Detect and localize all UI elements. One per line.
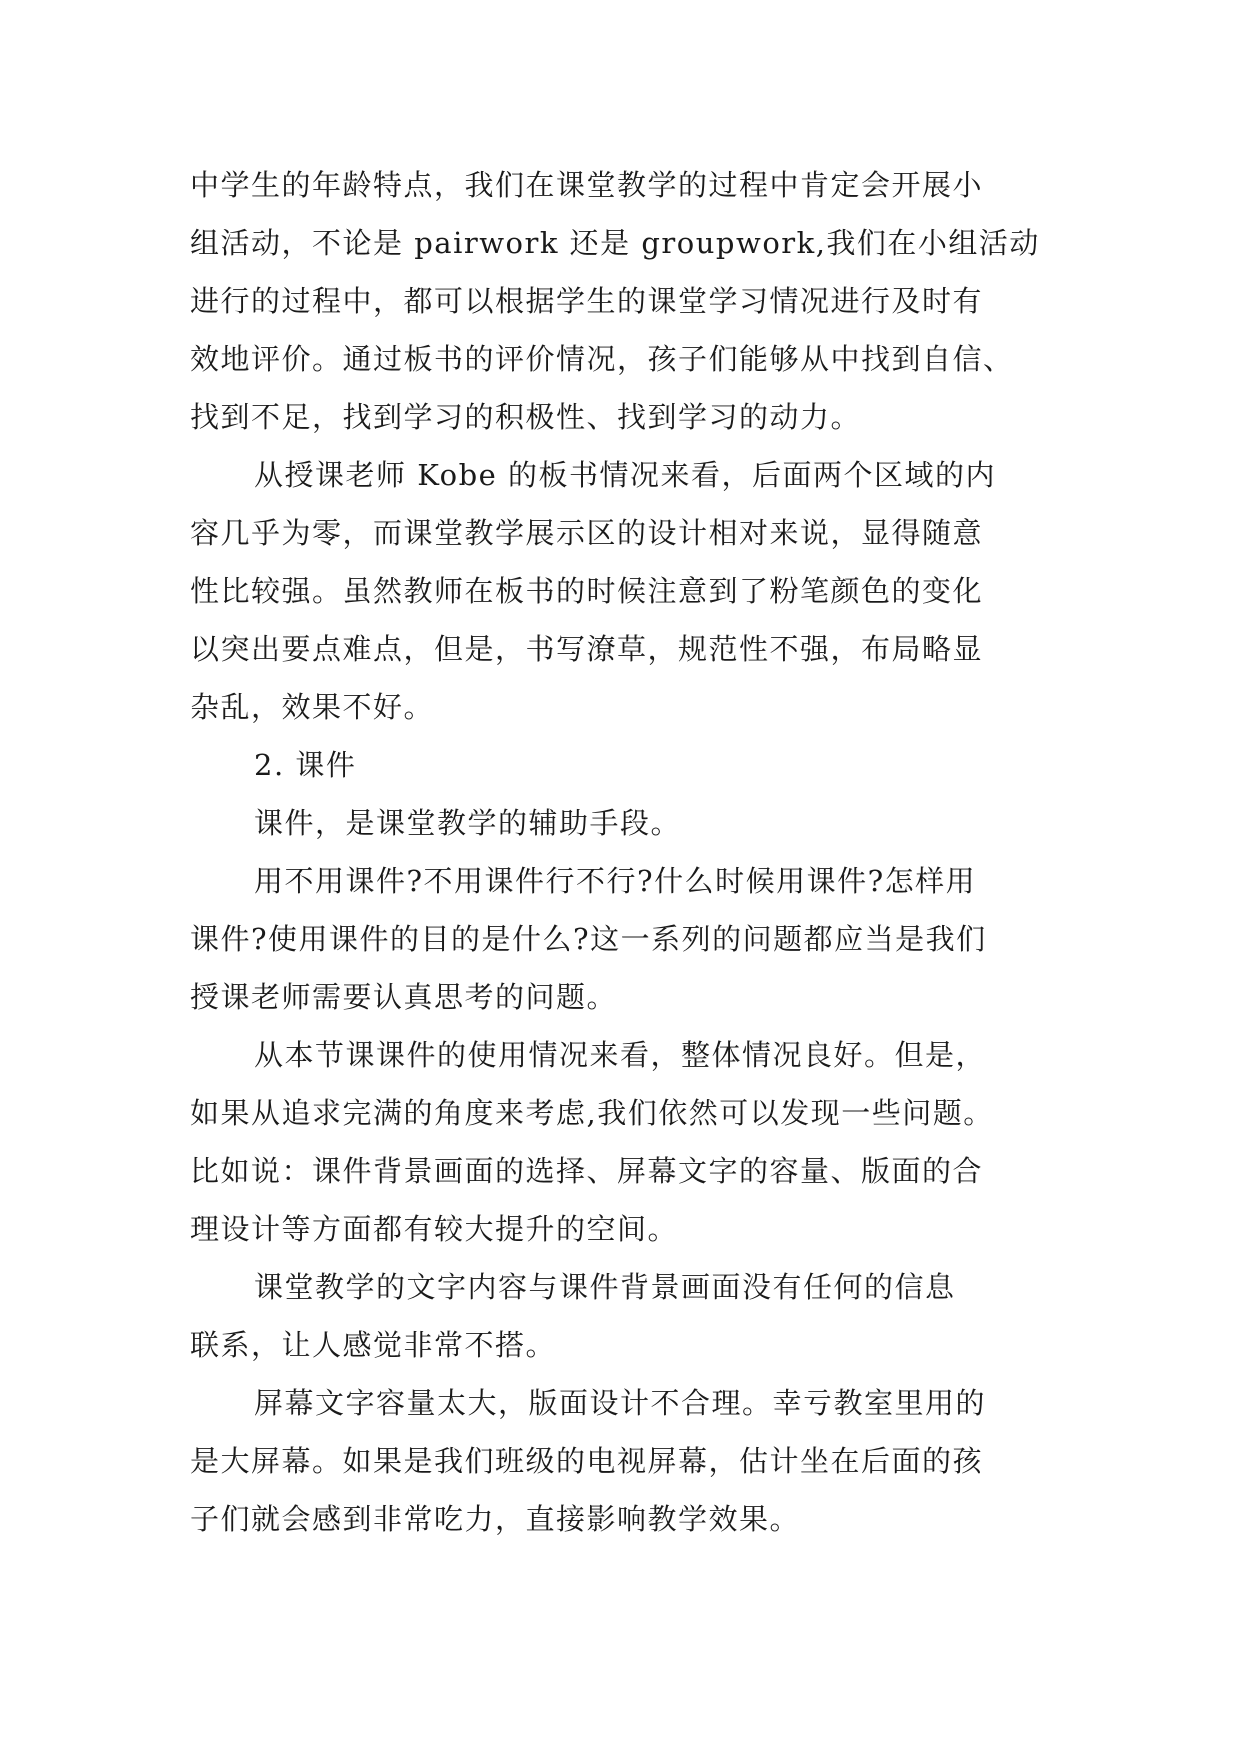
- text-line: 中学生的年龄特点，我们在课堂教学的过程中肯定会开展小: [190, 168, 984, 202]
- text-line: 课件?使用课件的目的是什么?这一系列的问题都应当是我们: [190, 922, 987, 956]
- text-line: 用不用课件?不用课件行不行?什么时候用课件?怎样用: [254, 864, 977, 898]
- text-line: 课堂教学的文字内容与课件背景画面没有任何的信息: [254, 1270, 956, 1304]
- text-line: 屏幕文字容量太大，版面设计不合理。幸亏教室里用的: [254, 1386, 987, 1420]
- document-body: [190, 156, 1050, 1548]
- text-line: 容几乎为零，而课堂教学展示区的设计相对来说，显得随意: [190, 516, 984, 550]
- text-line: 以突出要点难点，但是，书写潦草，规范性不强，布局略显: [190, 632, 984, 666]
- text-line: 授课老师需要认真思考的问题。: [190, 980, 618, 1014]
- text-line: 效地评价。通过板书的评价情况，孩子们能够从中找到自信、: [190, 342, 1014, 376]
- paragraph: [190, 156, 1050, 446]
- text-line: 比如说：课件背景画面的选择、屏幕文字的容量、版面的合: [190, 1154, 984, 1188]
- text-line: 子们就会感到非常吃力，直接影响教学效果。: [190, 1502, 801, 1536]
- paragraph: [190, 794, 1050, 852]
- text-line: 从本节课课件的使用情况来看，整体情况良好。但是，: [254, 1038, 987, 1072]
- text-line: 进行的过程中，都可以根据学生的课堂学习情况进行及时有: [190, 284, 984, 318]
- section-heading: [190, 736, 1050, 794]
- heading-text: 2. 课件: [254, 748, 357, 782]
- text-line: 找到不足，找到学习的积极性、找到学习的动力。: [190, 400, 862, 434]
- text-line: 杂乱，效果不好。: [190, 690, 435, 724]
- paragraph: [190, 1374, 1050, 1548]
- paragraph: [190, 1026, 1050, 1258]
- text-line: 性比较强。虽然教师在板书的时候注意到了粉笔颜色的变化: [190, 574, 984, 608]
- text-line: 如果从追求完满的角度来考虑,我们依然可以发现一些问题。: [190, 1096, 994, 1130]
- text-line: 理设计等方面都有较大提升的空间。: [190, 1212, 679, 1246]
- text-line: 是大屏幕。如果是我们班级的电视屏幕，估计坐在后面的孩: [190, 1444, 984, 1478]
- text-line: 组活动，不论是 pairwork 还是 groupwork,我们在小组活动: [190, 226, 1040, 260]
- paragraph: [190, 852, 1050, 1026]
- paragraph: [190, 446, 1050, 736]
- text-line: 从授课老师 Kobe 的板书情况来看，后面两个区域的内: [254, 458, 997, 492]
- text-line: 联系，让人感觉非常不搭。: [190, 1328, 557, 1362]
- text-line: 课件，是课堂教学的辅助手段。: [254, 806, 682, 840]
- paragraph: [190, 1258, 1050, 1374]
